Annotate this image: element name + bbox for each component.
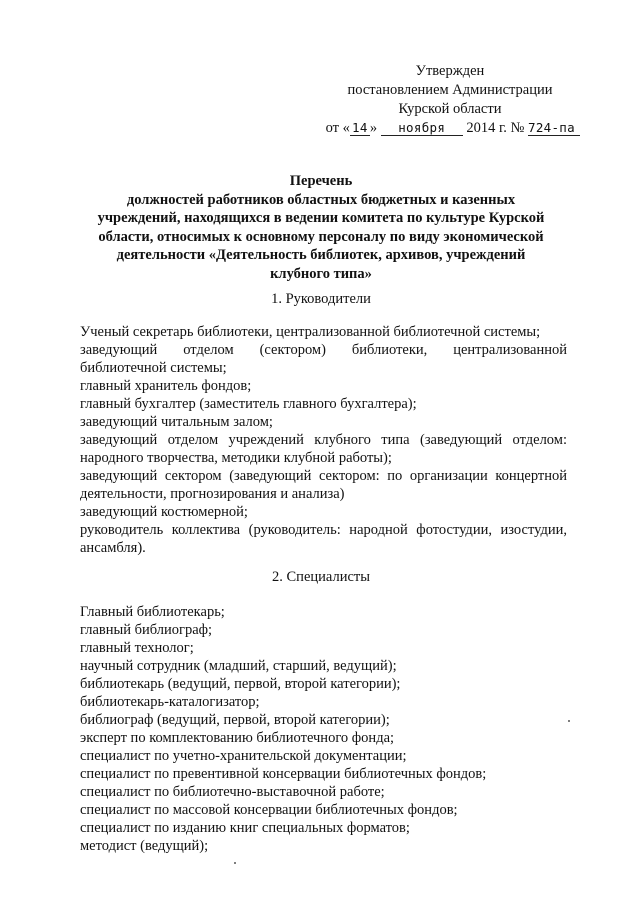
list-item: специалист по учетно-хранительской документации; xyxy=(80,748,407,764)
list-item: главный бухгалтер (заместитель главного бухгалтера); xyxy=(80,396,417,412)
list-item: заведующий сектором (заведующий сектором: по организации концертной деятельности, прогнозирования и анализа) xyxy=(80,468,567,502)
title-heading: Перечень xyxy=(289,173,353,189)
date-year-number-label: 2014 г. № xyxy=(466,120,525,136)
date-prefix: от « xyxy=(325,120,350,136)
list-item: Главный библиотекарь; xyxy=(80,604,225,620)
list-item: заведующий читальным залом; xyxy=(80,414,273,430)
list-item: научный сотрудник (младший, старший, ведущий); xyxy=(80,658,397,674)
list-item: специалист по библиотечно-выставочной работе; xyxy=(80,784,385,800)
list-item: Ученый секретарь библиотеки, централизованной библиотечной системы; xyxy=(80,324,541,340)
list-item: специалист по изданию книг специальных форматов; xyxy=(80,820,410,836)
list-item: руководитель коллектива (руководитель: народной фотостудии, изостудии, ансамбля). xyxy=(80,522,567,556)
list-item: главный хранитель фондов; xyxy=(80,378,252,394)
title-line-3: области, относимых к основному персоналу по виду экономической xyxy=(98,228,544,245)
title-line-5: клубного типа» xyxy=(270,265,372,282)
list-item: главный технолог; xyxy=(80,640,194,656)
approval-date-line xyxy=(300,119,600,138)
section-heading-specialists: 2. Специалисты xyxy=(272,569,370,585)
date-day-close: » xyxy=(369,120,378,136)
approval-line-1: Утвержден xyxy=(415,63,485,79)
specialists-list xyxy=(80,603,567,855)
scan-speck xyxy=(568,720,570,722)
list-item: эксперт по комплектованию библиотечного фонда; xyxy=(80,730,395,746)
date-month: ноября xyxy=(381,121,463,136)
section-heading-managers: 1. Руководители xyxy=(271,291,371,307)
scan-speck xyxy=(234,862,236,864)
list-item: заведующий костюмерной; xyxy=(80,504,248,520)
list-item: заведующий отделом (сектором) библиотеки, централизованной библиотечной системы; xyxy=(80,342,567,376)
title-line-4: деятельности «Деятельность библиотек, архивов, учреждений xyxy=(116,247,526,263)
decree-number: 724-па xyxy=(528,121,580,136)
list-item: методист (ведущий); xyxy=(80,838,209,854)
list-item: специалист по массовой консервации библиотечных фондов; xyxy=(80,802,458,818)
list-item: библиограф (ведущий, первой, второй категории); xyxy=(80,712,390,728)
approval-stamp-block xyxy=(300,62,600,138)
approval-line-2: постановлением Администрации xyxy=(347,82,553,98)
date-day: 14 xyxy=(350,121,370,136)
title-line-1: должностей работников областных бюджетных и казенных xyxy=(126,191,516,208)
managers-list xyxy=(80,323,567,557)
list-item: библиотекарь-каталогизатор; xyxy=(80,694,260,710)
list-item: специалист по превентивной консервации библиотечных фондов; xyxy=(80,766,487,782)
list-item: библиотекарь (ведущий, первой, второй категории); xyxy=(80,676,401,692)
approval-line-3: Курской области xyxy=(398,101,502,117)
list-item: заведующий отделом учреждений клубного типа (заведующий отделом: народного творчества, методики клубной работы); xyxy=(80,432,567,466)
document-title xyxy=(80,172,562,283)
title-line-2: учреждений, находящихся в ведении комитета по культуре Курской xyxy=(97,210,545,226)
list-item: главный библиограф; xyxy=(80,622,213,638)
